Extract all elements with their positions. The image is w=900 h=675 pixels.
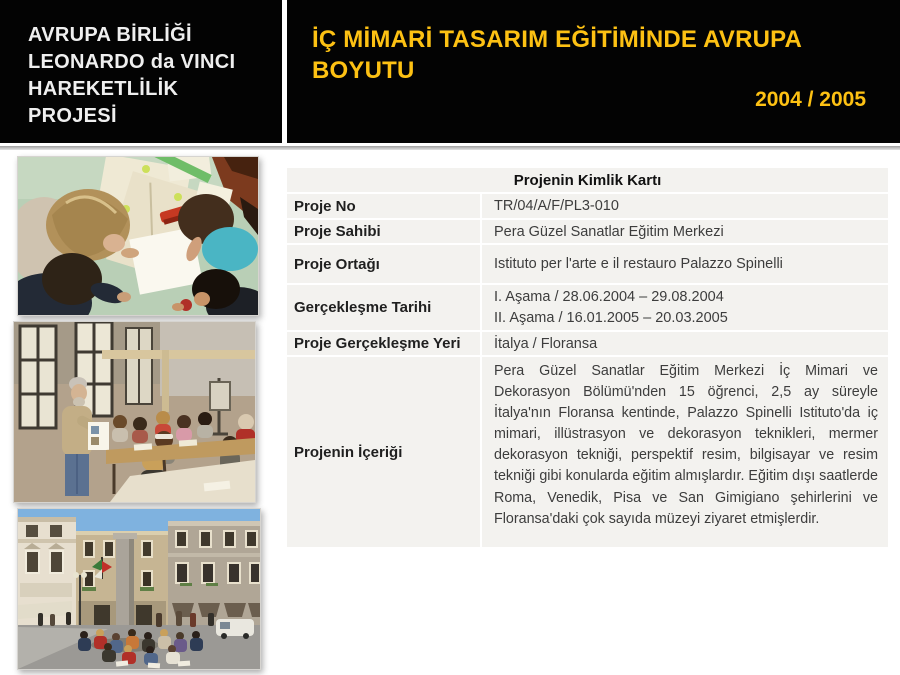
- row-value: Istituto per l'arte e il restauro Palazzo Spinelli: [480, 245, 888, 283]
- project-type-line: PROJESİ: [28, 105, 117, 127]
- row-value: İtalya / Floransa: [480, 332, 888, 355]
- row-value: Pera Güzel Sanatlar Eğitim Merkezi İç Mimari ve Dekorasyon Bölümü'nden 15 öğrenci, 2,5 ay süreyle İtalya'nın Floransa kentinde, Palazzo Spinelli Istituto'da iç mimari, illüstrasyon ve dekorasyon teknikleri, mermer dekorasyon tekniği, perspektif resim, bilgisayar ve resim tekniği gibi konularda eğitim almışlardır. Eğitim dışı saatlerde Roma, Venedik, Pisa ve San Gimigiano şehirlerini ve Floransa'daki çok sayıda müzeyi ziyaret etmişlerdir.: [480, 357, 888, 547]
- project-type-line: LEONARDO da VINCI: [28, 51, 236, 73]
- phase-2-dates: II. Aşama / 16.01.2005 – 20.03.2005: [494, 309, 728, 326]
- row-label: Proje Ortağı: [294, 255, 380, 273]
- held-paper: [88, 422, 109, 450]
- slide-title: [312, 24, 872, 86]
- table-row-gerceklesme-yeri: [287, 332, 888, 355]
- table-row-projenin-icerigi: [287, 357, 888, 547]
- project-years: 2004 / 2005: [755, 88, 866, 111]
- photo-classroom-graphic: [14, 322, 255, 502]
- wood-beam: [102, 350, 255, 359]
- row-value: [480, 285, 888, 330]
- row-value: Pera Güzel Sanatlar Eğitim Merkezi: [480, 220, 888, 243]
- table-row-proje-ortagi: [287, 245, 888, 283]
- header-right-block: [287, 0, 900, 143]
- photo-piazza-graphic: [18, 509, 260, 669]
- header-drop-shadow: [0, 146, 900, 150]
- table-title: [287, 168, 888, 192]
- window: [126, 328, 152, 404]
- row-label: Proje Gerçekleşme Yeri: [294, 335, 461, 352]
- photo-students-worktable-graphic: [18, 157, 258, 315]
- building-left: [18, 517, 76, 627]
- project-type-title: [28, 22, 235, 130]
- header-left-block: [0, 0, 282, 143]
- row-label: Proje No: [294, 197, 356, 215]
- table-row-gerceklesme-tarihi: [287, 285, 888, 330]
- window: [20, 326, 56, 428]
- photo-piazza-sketching: [17, 508, 261, 670]
- pointing-hand: [121, 248, 139, 258]
- table-title-text: Projenin Kimlik Kartı: [513, 171, 662, 189]
- table-row-proje-no: [287, 194, 888, 218]
- slide-title-line: İÇ MİMARİ TASARIM EĞİTİMİNDE AVRUPA: [312, 26, 803, 53]
- project-id-table: [287, 168, 888, 547]
- project-type-line: HAREKETLİLİK: [28, 78, 179, 100]
- row-value: TR/04/A/F/PL3-010: [480, 194, 888, 218]
- phase-1-dates: I. Aşama / 28.06.2004 – 29.08.2004: [494, 288, 724, 305]
- photo-students-worktable: [17, 156, 259, 316]
- van: [216, 619, 254, 639]
- row-label: Projenin İçeriği: [294, 443, 403, 461]
- table-row-proje-sahibi: [287, 220, 888, 243]
- slide-title-line: BOYUTU: [312, 57, 415, 84]
- row-label: Gerçekleşme Tarihi: [294, 299, 432, 316]
- photo-classroom-lecture: [13, 321, 256, 503]
- row-label: Proje Sahibi: [294, 223, 381, 240]
- project-type-line: AVRUPA BİRLİĞİ: [28, 24, 192, 46]
